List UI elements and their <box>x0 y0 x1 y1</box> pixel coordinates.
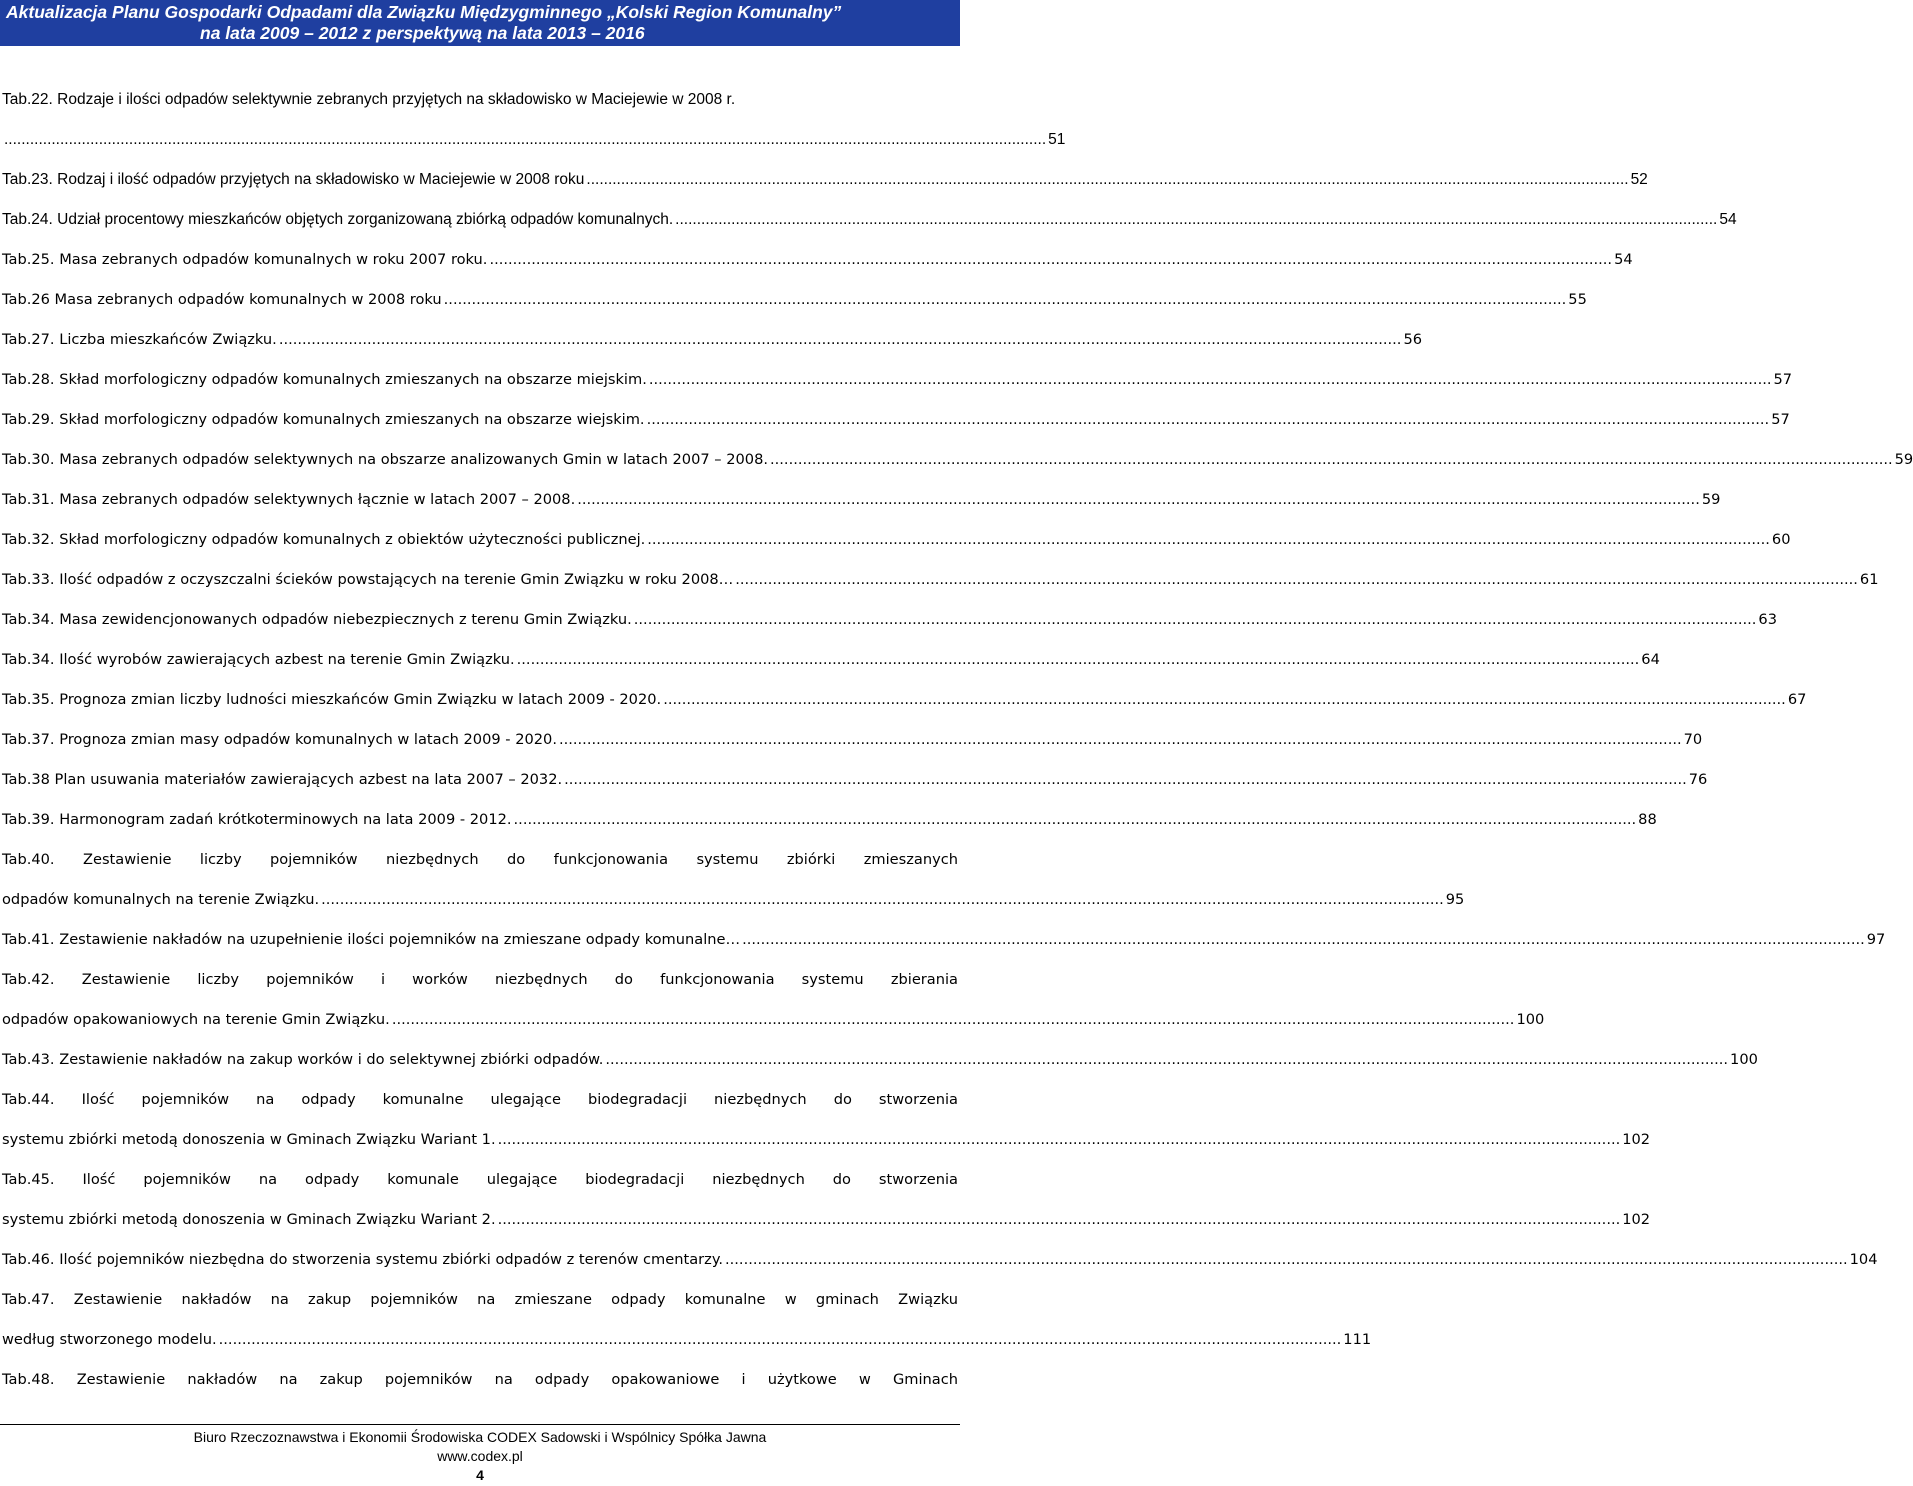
toc-page-number: 88 <box>1638 811 1657 828</box>
toc-entry-label-line-1: Tab.47. Zestawienie nakładów na zakup pojemników na zmieszane odpady komunalne w gminach Związku <box>2 1291 958 1308</box>
toc-entry-tab43[interactable] <box>2 1040 1758 1080</box>
toc-page-number: 100 <box>1516 1011 1545 1028</box>
toc-leader-dots <box>219 1320 1342 1360</box>
toc-entry-label: Tab.23. Rodzaj i ilość odpadów przyjętych na składowisko w Maciejewie w 2008 roku <box>2 171 585 188</box>
toc-leader-dots <box>605 1040 1728 1080</box>
toc-leader-dots <box>742 920 1865 960</box>
toc-entry-tab46[interactable] <box>2 1240 1878 1280</box>
toc-leader-dots <box>586 160 1628 200</box>
toc-entry-label: Tab.39. Harmonogram zadań krótkoterminowych na lata 2009 - 2012. <box>2 811 512 828</box>
toc-page-number: 97 <box>1866 931 1886 948</box>
toc-page-number: 51 <box>1048 131 1066 148</box>
toc-entry-label: Tab.24. Udział procentowy mieszkańców objętych zorganizowaną zbiórką odpadów komunalnych. <box>2 211 674 228</box>
toc-entry-tab37[interactable] <box>2 720 1703 760</box>
toc-page-number: 63 <box>1758 611 1777 628</box>
toc-entry-label: Tab.22. Rodzaje i ilości odpadów selektywnie zebranych przyjętych na składowisko w Maciejewie w 2008 r. <box>2 91 736 108</box>
toc-entry-label-line-1: Tab.40. Zestawienie liczby pojemników niezbędnych do funkcjonowania systemu zbiórki zmieszanych <box>2 851 958 868</box>
toc-leader-dots <box>392 1000 1515 1040</box>
toc-page-number: 54 <box>1719 211 1737 228</box>
toc-page-number: 52 <box>1630 171 1648 188</box>
toc-entry-label-line-1: Tab.42. Zestawienie liczby pojemników i worków niezbędnych do funkcjonowania systemu zbierania <box>2 971 958 988</box>
toc-entry-tab27[interactable] <box>2 320 1423 360</box>
header-title-line-2: na lata 2009 – 2012 z perspektywą na lata 2013 – 2016 <box>200 23 645 43</box>
toc-page-number: 56 <box>1403 331 1423 348</box>
toc-page-number: 59 <box>1894 451 1913 468</box>
toc-page-number: 61 <box>1859 571 1879 588</box>
toc-leader-dots <box>4 120 1046 160</box>
toc-entry-tab39[interactable] <box>2 800 1657 840</box>
toc-entry-label: Tab.30. Masa zebranych odpadów selektywnych na obszarze analizowanych Gmin w latach 2007 – 2008. <box>2 451 769 468</box>
table-of-contents <box>0 80 1913 1400</box>
toc-entry-tab34-asbestos[interactable] <box>2 640 1660 680</box>
toc-page-number: 70 <box>1683 731 1703 748</box>
header-title-line-1: Aktualizacja Planu Gospodarki Odpadami dla Związku Międzygminnego „Kolski Region Komunalny” <box>6 2 842 22</box>
toc-entry-label: Tab.46. Ilość pojemników niezbędna do stworzenia systemu zbiórki odpadów z terenów cmentarzy. <box>2 1251 724 1268</box>
toc-leader-dots <box>444 280 1567 320</box>
toc-page-number: 55 <box>1568 291 1587 308</box>
toc-page-number: 111 <box>1343 1331 1372 1348</box>
footer-divider <box>0 1424 960 1425</box>
toc-entry-tab38[interactable] <box>2 760 1708 800</box>
toc-leader-dots <box>577 480 1700 520</box>
toc-leader-dots <box>725 1240 1848 1280</box>
toc-entry-label: Tab.32. Skład morfologiczny odpadów komunalnych z obiektów użyteczności publicznej. <box>2 531 646 548</box>
toc-entry-tab23[interactable] <box>2 160 1648 200</box>
toc-page-number: 102 <box>1622 1211 1651 1228</box>
toc-entry-tab45[interactable] <box>2 1160 1651 1240</box>
toc-entry-tab25[interactable] <box>2 240 1633 280</box>
toc-leader-dots <box>735 560 1858 600</box>
toc-leader-dots <box>649 360 1772 400</box>
toc-entry-label: Tab.41. Zestawienie nakładów na uzupełnienie ilości pojemników na zmieszane odpady komunalne… <box>2 931 741 948</box>
toc-entry-label: według stworzonego modelu. <box>2 1331 217 1348</box>
toc-leader-dots <box>517 640 1640 680</box>
toc-entry-tab35[interactable] <box>2 680 1807 720</box>
toc-leader-dots <box>663 680 1786 720</box>
toc-entry-label: systemu zbiórki metodą donoszenia w Gminach Związku Wariant 1. <box>2 1131 496 1148</box>
toc-leader-dots <box>647 400 1770 440</box>
toc-leader-dots <box>647 520 1770 560</box>
toc-entry-label: Tab.37. Prognoza zmian masy odpadów komunalnych w latach 2009 - 2020. <box>2 731 557 748</box>
toc-leader-dots <box>489 240 1612 280</box>
toc-page-number: 104 <box>1849 1251 1878 1268</box>
toc-entry-label: Tab.34. Masa zewidencjonowanych odpadów niebezpiecznych z terenu Gmin Związku. <box>2 611 632 628</box>
toc-entry-tab48[interactable] <box>2 1360 958 1400</box>
toc-entry-tab41[interactable] <box>2 920 1886 960</box>
toc-leader-dots <box>321 880 1444 920</box>
toc-leader-dots <box>279 320 1402 360</box>
document-footer <box>0 1428 960 1485</box>
toc-page-number: 57 <box>1771 411 1790 428</box>
toc-page-number: 100 <box>1730 1051 1758 1068</box>
toc-entry-label: Tab.27. Liczba mieszkańców Związku. <box>2 331 277 348</box>
toc-page-number: 60 <box>1771 531 1791 548</box>
toc-entry-label-line-1: Tab.48. Zestawienie nakładów na zakup pojemników na odpady opakowaniowe i użytkowe w Gminach <box>2 1371 958 1388</box>
toc-leader-dots <box>498 1120 1621 1160</box>
toc-page-number: 76 <box>1688 771 1708 788</box>
toc-page-number: 54 <box>1614 251 1633 268</box>
toc-leader-dots <box>498 1200 1621 1240</box>
toc-page-number: 57 <box>1773 371 1793 388</box>
toc-entry-tab30[interactable] <box>2 440 1913 480</box>
toc-page-number: 59 <box>1701 491 1721 508</box>
toc-entry-tab44[interactable] <box>2 1080 1651 1160</box>
toc-entry-label: systemu zbiórki metodą donoszenia w Gminach Związku Wariant 2. <box>2 1211 496 1228</box>
toc-entry-label-line-1: Tab.44. Ilość pojemników na odpady komunalne ulegające biodegradacji niezbędnych do stworzenia <box>2 1091 958 1108</box>
toc-leader-dots <box>770 440 1893 480</box>
toc-entry-tab31[interactable] <box>2 480 1721 520</box>
toc-entry-tab26[interactable] <box>2 280 1587 320</box>
toc-entry-tab40[interactable] <box>2 840 1465 920</box>
document-header <box>0 0 960 46</box>
toc-leader-dots <box>514 800 1637 840</box>
toc-leader-dots <box>559 720 1682 760</box>
footer-company: Biuro Rzeczoznawstwa i Ekonomii Środowiska CODEX Sadowski i Wspólnicy Spółka Jawna <box>193 1429 767 1445</box>
toc-entry-tab28[interactable] <box>2 360 1793 400</box>
toc-entry-tab47[interactable] <box>2 1280 1372 1360</box>
toc-entry-label: Tab.43. Zestawienie nakładów na zakup worków i do selektywnej zbiórki odpadów. <box>2 1051 604 1068</box>
toc-entry-label: Tab.31. Masa zebranych odpadów selektywnych łącznie w latach 2007 – 2008. <box>2 491 576 508</box>
toc-leader-dots <box>634 600 1757 640</box>
footer-website-link[interactable]: www.codex.pl <box>437 1448 523 1464</box>
toc-entry-tab29[interactable] <box>2 400 1790 440</box>
toc-entry-tab32[interactable] <box>2 520 1791 560</box>
toc-entry-tab42[interactable] <box>2 960 1545 1040</box>
toc-entry-label: Tab.25. Masa zebranych odpadów komunalnych w roku 2007 roku. <box>2 251 488 268</box>
toc-entry-label: Tab.35. Prognoza zmian liczby ludności mieszkańców Gmin Związku w latach 2009 - 2020. <box>2 691 662 708</box>
toc-entry-label: odpadów komunalnych na terenie Związku. <box>2 891 320 908</box>
toc-entry-tab24[interactable] <box>2 200 1737 240</box>
toc-leader-dots <box>675 200 1717 240</box>
toc-page-number: 102 <box>1622 1131 1651 1148</box>
toc-entry-label: Tab.38 Plan usuwania materiałów zawierających azbest na lata 2007 – 2032. <box>2 771 563 788</box>
toc-page-number: 67 <box>1787 691 1807 708</box>
toc-entry-label: odpadów opakowaniowych na terenie Gmin Związku. <box>2 1011 390 1028</box>
toc-entry-label: Tab.34. Ilość wyrobów zawierających azbest na terenie Gmin Związku. <box>2 651 515 668</box>
toc-page-number: 64 <box>1641 651 1660 668</box>
toc-entry-label: Tab.28. Skład morfologiczny odpadów komunalnych zmieszanych na obszarze miejskim. <box>2 371 647 388</box>
toc-entry-tab34-hazardous[interactable] <box>2 600 1777 640</box>
toc-entry-label-line-1: Tab.45. Ilość pojemników na odpady komunale ulegające biodegradacji niezbędnych do stworzenia <box>2 1171 958 1188</box>
toc-entry-tab33[interactable] <box>2 560 1879 600</box>
toc-entry-label: Tab.33. Ilość odpadów z oczyszczalni ścieków powstających na terenie Gmin Związku w roku 2008… <box>2 571 734 588</box>
page-number: 4 <box>476 1467 484 1483</box>
toc-entry-label: Tab.26 Masa zebranych odpadów komunalnych w 2008 roku <box>2 291 442 308</box>
toc-entry-label: Tab.29. Skład morfologiczny odpadów komunalnych zmieszanych na obszarze wiejskim. <box>2 411 645 428</box>
toc-page-number: 95 <box>1445 891 1465 908</box>
toc-leader-dots <box>564 760 1687 800</box>
toc-entry-tab22[interactable] <box>2 80 1066 160</box>
